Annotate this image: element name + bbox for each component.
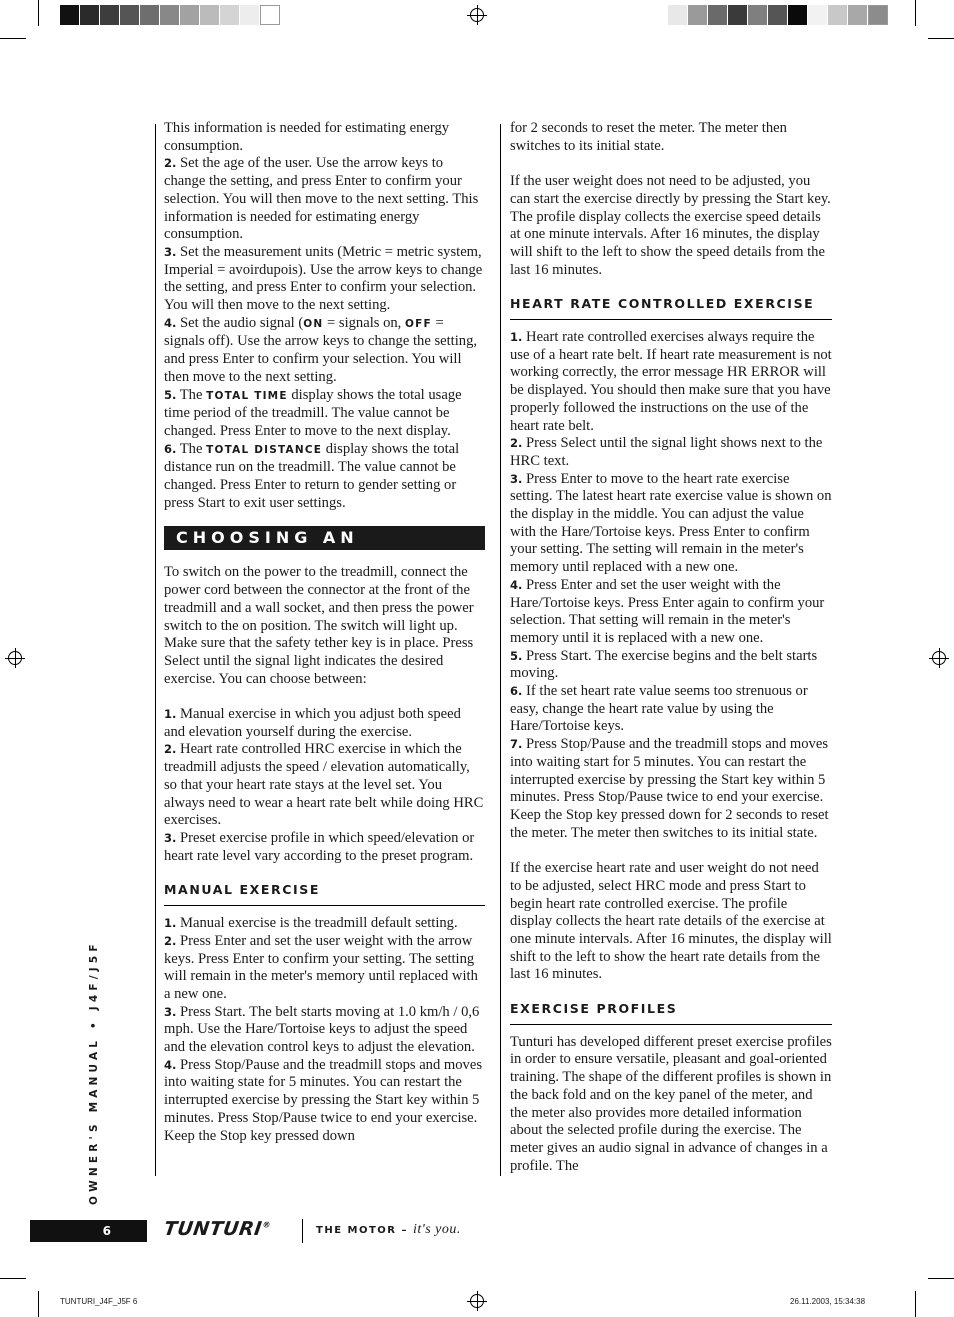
color-swatch [240,5,260,25]
column-rule-left [155,124,156,1176]
color-swatch [868,5,888,25]
crop-mark-bl-h [0,1278,26,1279]
color-swatch [80,5,100,25]
left-column [164,120,485,1145]
slug-right: 26.11.2003, 15:34:38 [790,1297,866,1306]
color-swatch [708,5,728,25]
list-item: 1. Manual exercise in which you adjust both speed and elevation yourself during the exercise. [164,706,461,740]
list-item: 3. Preset exercise profile in which speed/elevation or heart rate level vary according to the preset program. [164,830,475,864]
continued-paragraph: for 2 seconds to reset the meter. The meter then switches to its initial state. [510,120,787,154]
list-item: 3. Press Enter to move to the heart rate exercise setting. The latest heart rate exercise value is shown on the display in the middle. You can adjust the value with the Hare/Tortoise keys. Press Enter to confirm your setting. The setting will remain in the meter's memory until replaced with a new one. [510,470,832,576]
list-item: 2. Press Enter and set the user weight with the arrow keys. Press Enter to confirm your setting. The setting will remain in the meter's memory until replaced with a new one. [164,932,478,1002]
color-swatch [788,5,808,25]
color-swatch [768,5,788,25]
color-swatch [200,5,220,25]
section-heading-manual-exercise: MANUAL EXERCISE [164,881,485,906]
list-item: 2. Press Select until the signal light shows next to the HRC text. [510,435,823,469]
side-running-title: OWNER'S MANUAL • J4F/J5F [88,940,100,1205]
color-swatch [120,5,140,25]
list-item: 4. Press Stop/Pause and the treadmill stops and moves into waiting state for 5 minutes. You can restart the interrupted exercise by pressing the Start key within 5 minutes. Press Stop/Pause twice to end your exercise. Keep the Stop key pressed down [164,1056,483,1144]
list-item: 3. Press Start. The belt starts moving at 1.0 km/h / 0,6 mph. Use the Hare/Tortoise keys to adjust the speed and the elevation control keys to adjust the elevation. [164,1003,480,1056]
crop-mark-tl-h [0,38,26,39]
list-item: 4. Set the audio signal (ON = signals on, OFF = signals off). Use the arrow keys to change the setting, and press Enter to confirm your selection. You will then move to the next setting. [164,314,478,385]
color-swatch [728,5,748,25]
color-swatch [180,5,200,25]
color-swatch [160,5,180,25]
footer-divider [302,1219,303,1243]
registration-mark-right [932,651,946,665]
list-item: 5. The TOTAL TIME display shows the total usage time period of the treadmill. The value cannot be changed. Press Enter to move to the next display. [164,386,462,439]
crop-mark-br-v [915,1291,916,1317]
tagline: THE MOTOR – it's you. [316,1222,461,1237]
list-item: 2. Set the age of the user. Use the arrow keys to change the setting, and press Enter to confirm your selection. You will then move to the next setting. This information is needed for estimating energy consumption. [164,155,479,243]
color-swatch [668,5,688,25]
color-swatch [60,5,80,25]
section-heading-choosing-exercise: CHOOSING AN EXERCISE [164,526,485,550]
list-item: 3. Set the measurement units (Metric = metric system, Imperial = avoirdupois). Use the arrow keys to change the setting, and press Enter to confirm your selection. You will then move to the next setting. [164,243,483,314]
user-weight-paragraph: If the user weight does not need to be adjusted, you can start the exercise directly by pressing the Start key. The profile display collects the exercise speed details at one minute intervals. After 16 minutes, the display will shift to the left to show the speed details from the last 16 minutes. [510,173,831,278]
slug-left: TUNTURI_J4F_J5F 6 [60,1297,138,1306]
profiles-paragraph: Tunturi has developed different preset exercise profiles in order to ensure versatile, pleasant and goal-oriented training. The shape of the different profiles is shown in the back fold and on the key panel of the meter, and the meter also provides more detailed information about the selected profile during the exercise. The meter gives an audio signal in advance of changes in a profile. The [510,1033,832,1174]
brand-logo: TUNTURI® [162,1218,272,1240]
crop-mark-tl-v [38,0,39,26]
color-swatch [828,5,848,25]
color-swatch [848,5,868,25]
intro-paragraph: This information is needed for estimating energy consumption. [164,120,450,154]
list-item: 4. Press Enter and set the user weight with the Hare/Tortoise keys. Press Enter again to confirm your selection. That setting will remain in the meter's memory until it is replaced with a new one. [510,576,825,646]
page-number: 6 [30,1220,147,1242]
color-swatch [748,5,768,25]
registration-mark-left [8,651,22,665]
column-rule-middle [500,124,501,1176]
color-swatch [140,5,160,25]
list-item: 6. If the set heart rate value seems too strenuous or easy, change the heart rate value by using the Hare/Tortoise keys. [510,683,808,735]
color-bar-left [60,5,280,25]
list-item: 1. Manual exercise is the treadmill default setting. [164,915,458,932]
list-item: 5. Press Start. The exercise begins and the belt starts moving. [510,647,818,682]
color-bar-right [668,5,888,25]
color-swatch [688,5,708,25]
hrc-summary-paragraph: If the exercise heart rate and user weight do not need to be adjusted, select HRC mode and press Start to begin heart rate controlled exercise. The profile display collects the heart rate details of the exercise at one minute intervals. After 16 minutes, the display will shift to the left to show the heart rate details from the last 16 minutes. [510,860,832,983]
list-item: 7. Press Stop/Pause and the treadmill stops and moves into waiting start for 5 minutes. You can restart the interrupted exercise by pressing the Start key within 5 minutes. Press Stop/Pause twice to end your exercise. Keep the Stop key pressed down for 2 seconds to reset the meter. The meter then switches to its initial state. [510,736,829,841]
right-column [510,120,832,1175]
crop-mark-bl-v [38,1291,39,1317]
list-item: 2. Heart rate controlled HRC exercise in which the treadmill adjusts the speed / elevation automatically, so that your heart rate stays at the level set. You always need to wear a heart rate belt while doing HRC exercises. [164,741,484,829]
color-swatch [260,5,280,25]
color-swatch [808,5,828,25]
color-swatch [100,5,120,25]
crop-mark-br-h [928,1278,954,1279]
section-heading-hrc-exercise: HEART RATE CONTROLLED EXERCISE [510,295,832,320]
registration-mark-bottom [470,1294,484,1308]
section-heading-exercise-profiles: EXERCISE PROFILES [510,1000,832,1025]
crop-mark-tr-v [915,0,916,26]
list-item: 1. Heart rate controlled exercises always require the use of a heart rate belt. If heart rate measurement is not working correctly, the error message HR ERROR will be displayed. You should then make sure that you have properly followed the instructions on the use of the heart rate belt. [510,329,832,434]
color-swatch [220,5,240,25]
registration-mark-top [470,8,484,22]
crop-mark-tr-h [928,38,954,39]
list-item: 6. The TOTAL DISTANCE display shows the total distance run on the treadmill. The value cannot be changed. Press Enter to return to gender setting or press Start to exit user settings. [164,440,460,511]
choosing-paragraph: To switch on the power to the treadmill, connect the power cord between the connector at the front of the treadmill and a wall socket, and then press the power switch to the on position. The switch will light up. Make sure that the safety tether key is in place. Press Select until the signal light indicates the desired exercise. You can choose between: [164,564,474,687]
